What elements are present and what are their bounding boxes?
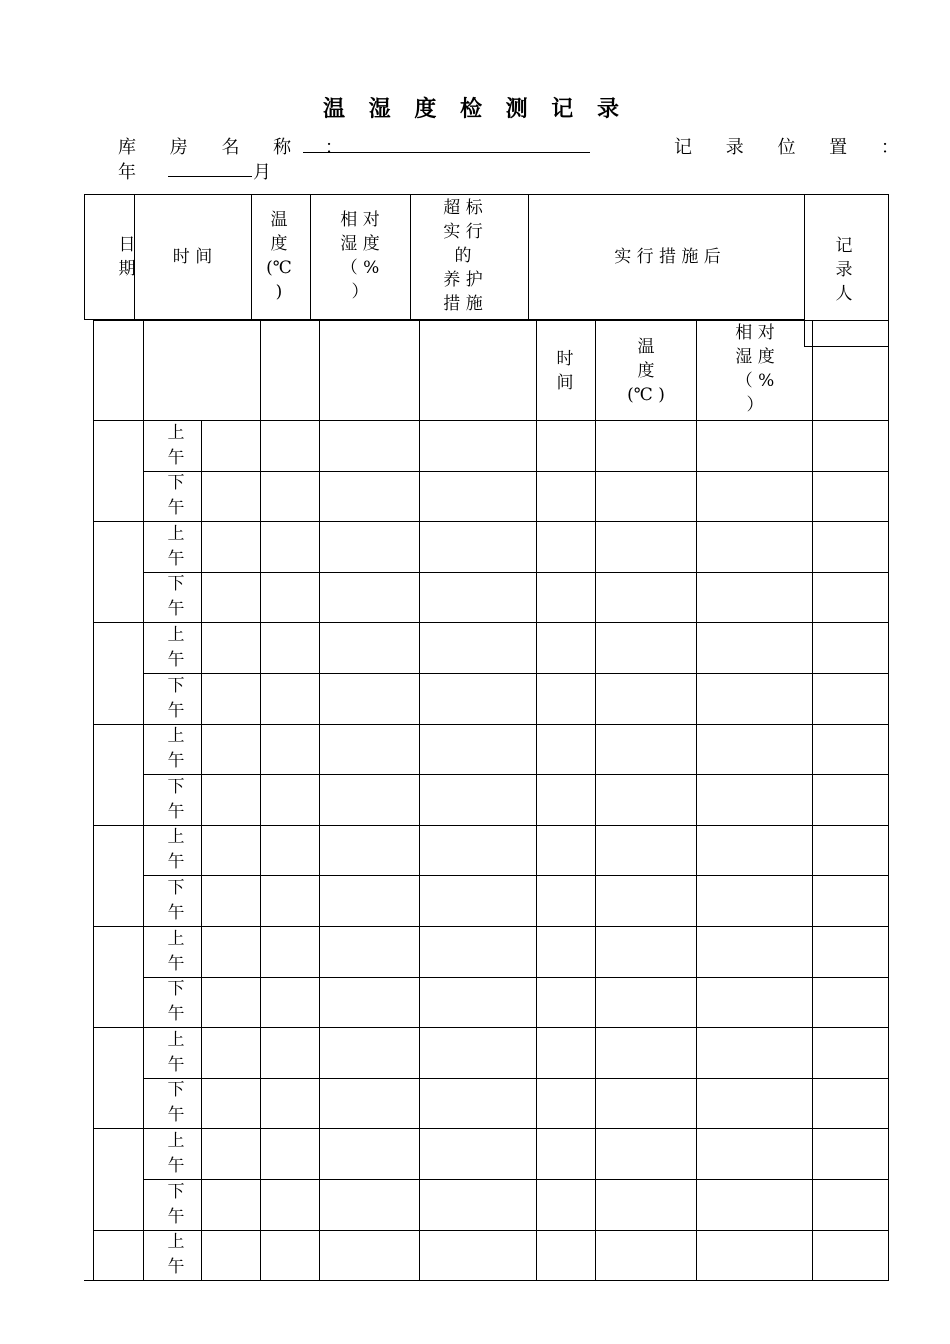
page-title: 温 湿 度 检 测 记 录 bbox=[323, 96, 627, 122]
row-divider bbox=[143, 572, 889, 573]
row-divider bbox=[93, 926, 889, 927]
warehouse-label: 库 房 名 称 ： bbox=[118, 137, 357, 158]
row-divider bbox=[143, 673, 889, 674]
row-divider bbox=[93, 825, 889, 826]
year-label: 年 bbox=[118, 162, 150, 183]
after-measures-header: 实 行 措 施 后 bbox=[614, 247, 721, 267]
row-divider bbox=[143, 471, 889, 472]
row-divider bbox=[143, 774, 889, 775]
row-divider bbox=[143, 1179, 889, 1180]
humidity-header: 相 对 湿 度 （ % ） bbox=[340, 210, 380, 302]
row-divider bbox=[93, 1027, 889, 1028]
row-am-label: 上 午 bbox=[167, 523, 185, 569]
row-pm-label: 下 午 bbox=[167, 776, 185, 822]
row-divider bbox=[93, 622, 889, 623]
row-am-label: 上 午 bbox=[167, 422, 185, 468]
row-pm-label: 下 午 bbox=[167, 1080, 185, 1126]
row-am-label: 上 午 bbox=[167, 1130, 185, 1176]
record-table bbox=[93, 320, 889, 1281]
month-label: 月 bbox=[253, 162, 285, 183]
temp-header: 温 度 (℃ ) bbox=[266, 210, 292, 302]
row-divider bbox=[143, 977, 889, 978]
row-divider bbox=[143, 875, 889, 876]
row-pm-label: 下 午 bbox=[167, 877, 185, 923]
after-temp-header: 温 度 (℃ ) bbox=[627, 337, 665, 405]
row-pm-label: 下 午 bbox=[167, 473, 185, 519]
row-am-label: 上 午 bbox=[167, 1232, 185, 1278]
row-divider bbox=[93, 521, 889, 522]
recorder-header: 记 录 人 bbox=[835, 236, 853, 304]
row-pm-label: 下 午 bbox=[167, 1181, 185, 1227]
row-pm-label: 下 午 bbox=[167, 675, 185, 721]
measures-header: 超 标 实 行 的 养 护 措 施 bbox=[443, 198, 483, 314]
row-am-label: 上 午 bbox=[167, 624, 185, 670]
after-time-header: 时 间 bbox=[556, 349, 574, 393]
row-am-label: 上 午 bbox=[167, 726, 185, 772]
row-am-label: 上 午 bbox=[167, 928, 185, 974]
after-humidity-header: 相 对 湿 度 （ % ） bbox=[735, 323, 775, 415]
warehouse-name-field[interactable] bbox=[303, 152, 590, 153]
row-divider bbox=[143, 1078, 889, 1079]
row-pm-label: 下 午 bbox=[167, 979, 185, 1025]
year-field[interactable] bbox=[168, 176, 252, 177]
location-label: 记 录 位 置 ： bbox=[674, 137, 913, 158]
date-header: 日 期 bbox=[118, 235, 136, 279]
row-am-label: 上 午 bbox=[167, 827, 185, 873]
row-divider bbox=[93, 724, 889, 725]
row-divider bbox=[93, 1230, 889, 1231]
row-am-label: 上 午 bbox=[167, 1029, 185, 1075]
row-divider bbox=[93, 1128, 889, 1129]
time-header: 时 间 bbox=[172, 247, 213, 267]
row-pm-label: 下 午 bbox=[167, 574, 185, 620]
